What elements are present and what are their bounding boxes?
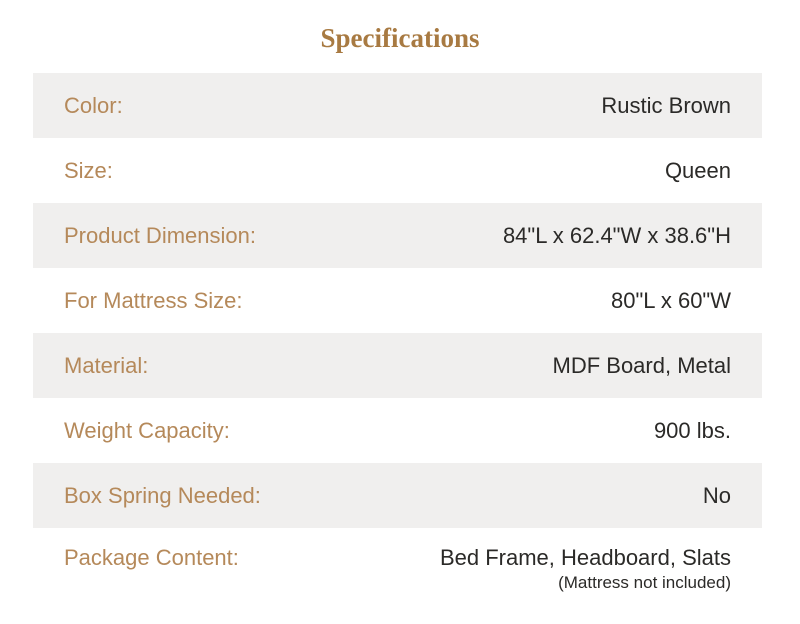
spec-value: 84"L x 62.4"W x 38.6"H (502, 222, 731, 248)
spec-row (33, 138, 762, 203)
spec-row (33, 333, 762, 398)
spec-note: (Mattress not included) (558, 573, 731, 593)
spec-label: Weight Capacity: (64, 417, 230, 443)
spec-value: Queen (664, 157, 731, 183)
spec-value-group (601, 93, 731, 119)
spec-value-group (703, 483, 731, 509)
spec-value-group (665, 158, 731, 184)
spec-label: Product Dimension: (64, 222, 256, 248)
spec-value-group (440, 545, 731, 593)
spec-label: For Mattress Size: (64, 287, 243, 313)
spec-value-group (553, 353, 732, 379)
specifications-table (33, 73, 762, 624)
spec-value: Bed Frame, Headboard, Slats (439, 545, 731, 571)
spec-value: No (702, 482, 731, 508)
spec-label: Size: (64, 157, 113, 183)
spec-row (33, 268, 762, 333)
spec-value-group (503, 223, 731, 249)
spec-label: Material: (64, 352, 149, 378)
spec-label: Package Content: (64, 545, 239, 571)
spec-label: Box Spring Needed: (64, 482, 261, 508)
page-title: Specifications (320, 23, 480, 54)
spec-row (33, 398, 762, 463)
spec-value-group (611, 288, 731, 314)
spec-value: Rustic Brown (601, 92, 731, 118)
spec-row (33, 463, 762, 528)
spec-value: MDF Board, Metal (552, 352, 731, 378)
spec-row (33, 73, 762, 138)
spec-value-group (654, 418, 731, 444)
spec-value: 900 lbs. (653, 417, 731, 443)
spec-label: Color: (64, 92, 123, 118)
spec-row (33, 528, 762, 624)
spec-value: 80"L x 60"W (611, 287, 731, 313)
spec-row (33, 203, 762, 268)
